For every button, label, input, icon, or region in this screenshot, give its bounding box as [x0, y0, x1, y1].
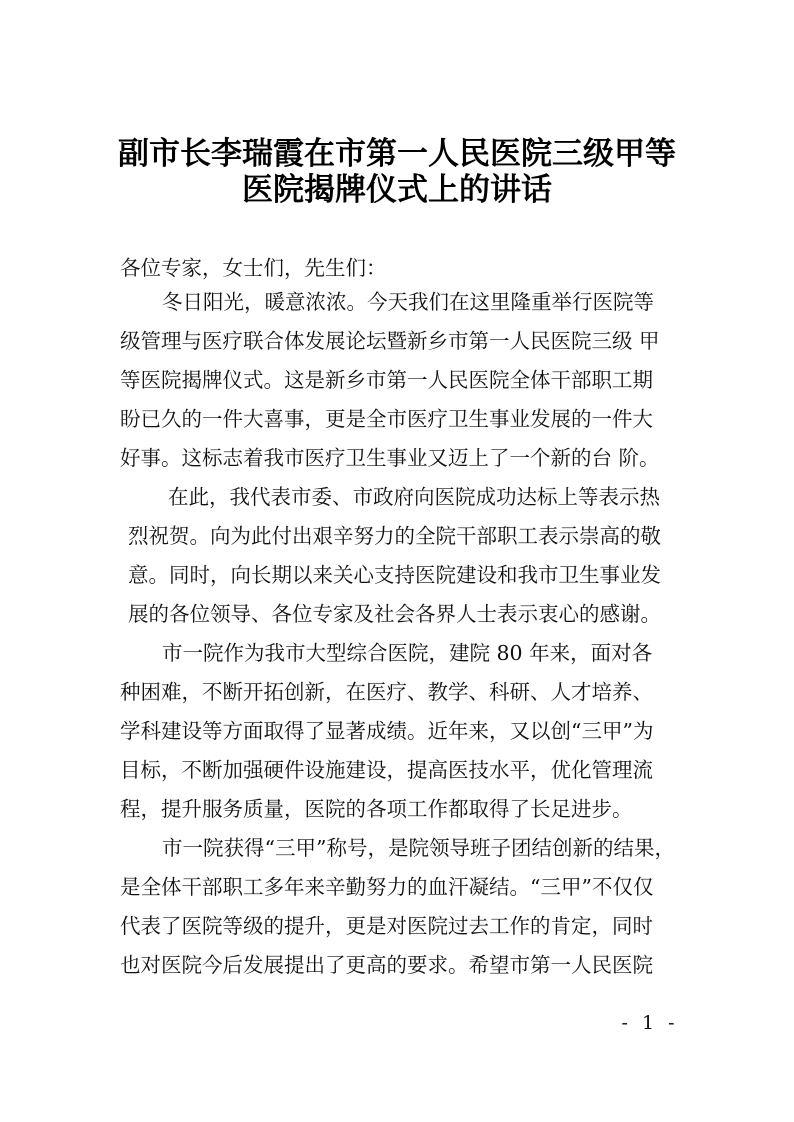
salutation: 各位专家，女士们，先生们：: [120, 256, 387, 280]
document-title-line-1: 副市长李瑞霞在市第一人民医院三级甲等: [118, 136, 676, 172]
paragraph-line: 目标，不断加强硬件设施建设，提高医技水平，优化管理流: [120, 758, 653, 782]
paragraph-line: 级管理与医疗联合体发展论坛暨新乡市第一人民医院三级 甲: [120, 329, 660, 353]
paragraph-line: 市一院作为我市大型综合医院，建院 80 年来，面对各: [162, 641, 653, 665]
paragraph-line: 程，提升服务质量，医院的各项工作都取得了长足进步。: [120, 797, 633, 821]
paragraph-line: 意。同时，向长期以来关心支持医院建设和我市卫生事业发: [128, 563, 661, 587]
page-number: - 1 -: [621, 1012, 679, 1034]
paragraph-line: 是全体干部职工多年来辛勤努力的血汗凝结。“三甲”不仅仅: [120, 875, 654, 899]
paragraph-line: 烈祝贺。向为此付出艰辛努力的全院干部职工表示崇高的敬: [128, 524, 661, 548]
paragraph-line: 盼已久的一件大喜事，更是全市医疗卫生事业发展的一件大: [120, 407, 653, 431]
paragraph-line: 在此，我代表市委、市政府向医院成功达标上等表示热: [168, 485, 660, 509]
paragraph-line: 好事。这标志着我市医疗卫生事业又迈上了一个新的台 阶。: [120, 446, 660, 470]
paragraph-line: 种困难，不断开拓创新，在医疗、教学、科研、人才培养、: [120, 680, 653, 704]
paragraph-line: 学科建设等方面取得了显著成绩。近年来，又以创“三甲”为: [120, 719, 654, 743]
document-title-line-2: 医院揭牌仪式上的讲话: [242, 172, 552, 208]
paragraph-line: 等医院揭牌仪式。这是新乡市第一人民医院全体干部职工期: [120, 368, 653, 392]
paragraph-line: 展的各位领导、各位专家及社会各界人士表示衷心的感谢。: [128, 602, 661, 626]
paragraph-line: 也对医院今后发展提出了更高的要求。希望市第一人民医院: [120, 953, 653, 977]
paragraph-line: 冬日阳光，暖意浓浓。今天我们在这里隆重举行医院等: [162, 290, 654, 314]
paragraph-line: 市一院获得“三甲”称号，是院领导班子团结创新的结果，: [162, 836, 675, 860]
paragraph-line: 代表了医院等级的提升，更是对医院过去工作的肯定，同时: [120, 914, 653, 938]
